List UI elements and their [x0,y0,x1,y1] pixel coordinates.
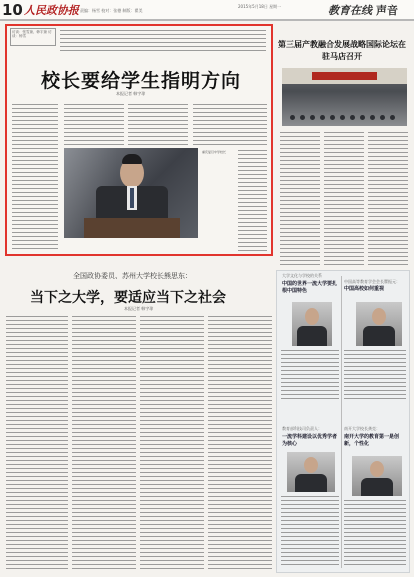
panel-portrait-1 [292,302,332,346]
right-top-col-2 [324,132,364,266]
panel-item1-body [281,350,339,400]
right-top-col-1 [280,132,320,266]
panel-item2-body [344,350,406,400]
section-name-2: 声音 [376,4,398,17]
lead-body-col-4 [193,104,267,146]
panel-portrait-2 [356,302,402,346]
date-line: 2015年5月18日 星期一 [238,4,282,9]
right-top-col-3 [368,132,408,266]
panel-item4-body [344,500,406,568]
lead-headline: 校长要给学生指明方向 [40,70,241,92]
second-body-col-3 [140,316,204,572]
second-story-kicker: 全国政协委员、苏州大学校长熊思东： [73,272,192,280]
lead-story-tag: 访谈：张雪琼、韩宇琼 访谈：杨雪 [10,28,56,46]
panel-divider [341,276,342,568]
newspaper-logo: 人民政协报 [24,4,79,17]
right-top-headline: 第三届产教融合发展战略国际论坛在驻马店召开 [278,39,406,61]
panel-item2-headline: 中国高校如何重视 [344,286,385,292]
lead-photo-caption: 重庆复旦中学校长 [202,150,227,154]
panel-item2-kicker: 中国高等教育学会会长瞿振元： [344,279,400,284]
second-body-col-2 [72,316,136,572]
panel-item3-body [281,496,339,568]
lead-body-col-5 [238,150,267,252]
panel-portrait-4 [352,456,402,496]
lead-byline: 本报记者 韩宇琼 [116,91,146,96]
second-story-byline: 本报记者 韩宇琼 [124,306,154,311]
panel-portrait-3 [287,452,335,492]
panel-item1-headline: 中国的世界一流大学要扎根中国特色 [282,281,338,294]
lead-portrait-photo [64,148,198,238]
section-name: 教育在线 [328,4,372,17]
editor-line: 责编：杨雪 校对：张德 制版：翟美 [80,8,143,13]
second-story-headline: 当下之大学，要适应当下之社会 [30,290,226,306]
lead-body-col-3 [128,104,188,146]
lead-body-col-1 [12,104,58,252]
panel-item3-kicker: 教育部科技司负责人： [282,426,322,431]
second-body-col-4 [208,316,272,572]
conference-photo [282,68,407,126]
panel-item4-kicker: 南开大学校长龚克： [344,426,380,431]
panel-item3-headline: 一流学科建设以优秀学者为核心 [282,434,338,447]
panel-item1-kicker: 大学文化与学校的关系 [282,273,322,278]
page-number: 10 [2,1,23,19]
panel-item4-headline: 南开大学的教育第一是创新，个性化 [344,434,400,447]
second-body-col-1 [6,316,68,572]
lead-body-col-2 [64,104,124,146]
lead-intro-text [60,30,266,54]
